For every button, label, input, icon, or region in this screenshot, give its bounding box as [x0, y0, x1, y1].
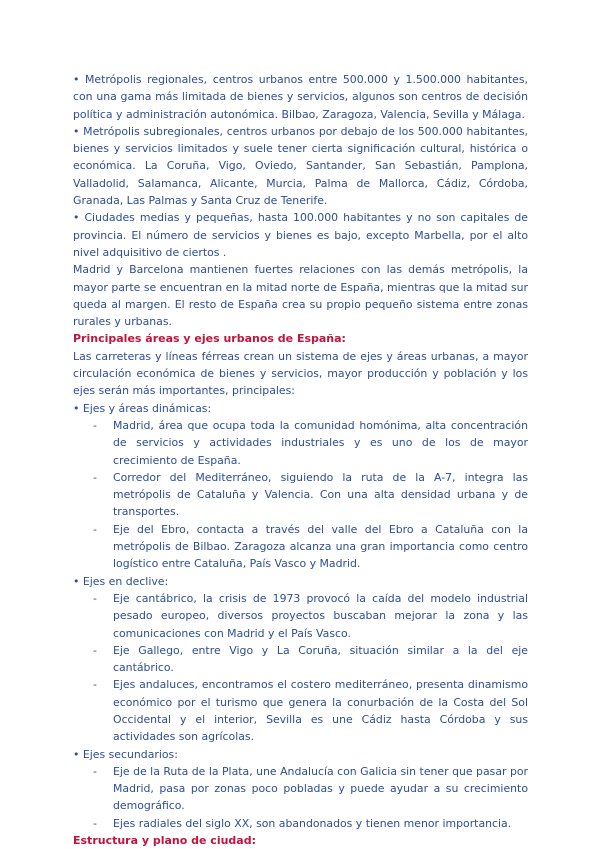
list-ejes-secundarios — [73, 763, 528, 832]
list-ejes-declive — [73, 590, 528, 746]
paragraph-relaciones-metropolis: Madrid y Barcelona mantienen fuertes relaciones con las demás metrópolis, la mayor parte se encuentran en la mitad norte de España, mientras que la mitad sur queda al margen. El resto de España crea su propio pequeño sistema entre zonas rurales y urbanas. — [73, 263, 528, 329]
document-body — [73, 71, 528, 849]
group-title-secundarios: • Ejes secundarios: — [73, 747, 178, 761]
paragraph-metropolis-regionales: • Metrópolis regionales, centros urbanos entre 500.000 y 1.500.000 habitantes, con una gama más limitada de bienes y servicios, algunos son centros de decisión política y administración autonómica. Bilbao, Zaragoza, Valencia, Sevilla y Málaga. — [73, 73, 528, 121]
list-item: - Eje cantábrico, la crisis de 1973 provocó la caída del modelo industrial pesado europeo, diversos proyectos buscaban mejorar la zona y las comunicaciones con Madrid y el País Vasco. — [93, 590, 528, 642]
group-title-declive: • Ejes en declive: — [73, 574, 169, 588]
list-item: - Eje Gallego, entre Vigo y La Coruña, situación similar a la del eje cantábrico. — [93, 642, 528, 677]
list-item: - Corredor del Mediterráneo, siguiendo la ruta de la A-7, integra las metrópolis de Cataluña y Valencia. Con una alta densidad urbana y de transportes. — [93, 469, 528, 521]
paragraph-ciudades-medias: • Ciudades medias y pequeñas, hasta 100.000 habitantes y no son capitales de provincia. El número de servicios y bienes es bajo, excepto Marbella, por el alto nivel adquisitivo de ciertos . — [73, 211, 528, 259]
list-item: - Madrid, área que ocupa toda la comunidad homónima, alta concentración de servicios y actividades industriales y es uno de los de mayor crecimiento de España. — [93, 417, 528, 469]
list-item: - Ejes radiales del siglo XX, son abandonados y tienen menor importancia. — [93, 815, 528, 832]
list-item: - Eje del Ebro, contacta a través del valle del Ebro a Cataluña con la metrópolis de Bilbao. Zaragoza alcanza una gran importancia como centro logístico entre Cataluña, País Vasco y Madrid. — [93, 521, 528, 573]
paragraph-intro-ejes: Las carreteras y líneas férreas crean un sistema de ejes y áreas urbanas, a mayor circulación económica de bienes y servicios, mayor producción y población y los ejes serán más importantes, principales: — [73, 349, 528, 398]
paragraph-metropolis-subregionales: • Metrópolis subregionales, centros urbanos por debajo de los 500.000 habitantes, bienes y servicios limitados y suele tener cierta significación cultural, histórica o económica. La Coruña, Vigo, Oviedo, Santander, San Sebastián, Pamplona, Valladolid, Salamanca, Alicante, Murcia, Palma de Mallorca, Cádiz, Córdoba, Granada, Las Palmas y Santa Cruz de Tenerife. — [73, 124, 528, 208]
list-ejes-dinamicos — [73, 417, 528, 573]
list-item: - Eje de la Ruta de la Plata, une Andalucía con Galicia sin tener que pasar por Madrid, pasa por zonas poco pobladas y puede ayudar a su crecimiento demográfico. — [93, 763, 528, 815]
section-heading-estructura: Estructura y plano de ciudad: — [73, 834, 257, 848]
group-title-dinamicas: • Ejes y áreas dinámicas: — [73, 401, 212, 415]
list-item: - Ejes andaluces, encontramos el costero mediterráneo, presenta dinamismo económico por el turismo que genera la conurbación de la Costa del Sol Occidental y el interior, Sevilla es une Cádiz hasta Córdoba y sus actividades son agrícolas. — [93, 676, 528, 745]
section-heading-ejes-urbanos: Principales áreas y ejes urbanos de España: — [73, 332, 346, 346]
